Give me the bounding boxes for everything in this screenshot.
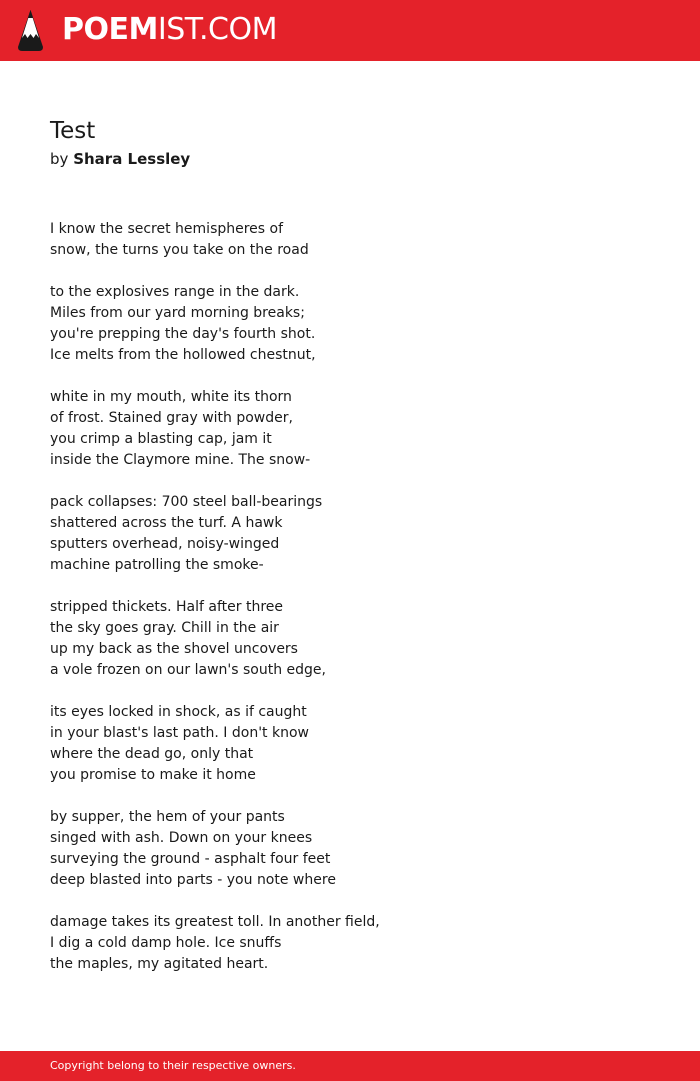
logo-bold-text: POEM xyxy=(62,12,158,47)
poem-body xyxy=(50,219,670,996)
poem-stanza xyxy=(50,807,670,891)
poem-line: a vole frozen on our lawn's south edge, xyxy=(50,662,326,678)
poem-line: damage takes its greatest toll. In another field, xyxy=(50,914,380,930)
poem-line: pack collapses: 700 steel ball-bearings xyxy=(50,494,323,510)
poem-stanza xyxy=(50,282,670,366)
pencil-logo-icon[interactable] xyxy=(18,10,43,51)
poem-line: I know the secret hemispheres of xyxy=(50,221,284,237)
author-name: Shara Lessley xyxy=(73,150,191,168)
poem-line: you're prepping the day's fourth shot. xyxy=(50,326,316,342)
site-header xyxy=(0,0,700,61)
site-footer xyxy=(0,1051,700,1081)
poem-stanza xyxy=(50,912,670,975)
poem-line: surveying the ground - asphalt four feet xyxy=(50,851,331,867)
poem-title: Test xyxy=(50,118,96,144)
poem-line: stripped thickets. Half after three xyxy=(50,599,283,615)
site-logo[interactable] xyxy=(62,11,277,49)
poem-line: Ice melts from the hollowed chestnut, xyxy=(50,347,316,363)
copyright-text: Copyright belong to their respective owners. xyxy=(50,1059,296,1072)
poem-stanza xyxy=(50,219,670,261)
poem-line: where the dead go, only that xyxy=(50,746,254,762)
poem-line: by supper, the hem of your pants xyxy=(50,809,285,825)
poem-line: its eyes locked in shock, as if caught xyxy=(50,704,307,720)
poem-line: deep blasted into parts - you note where xyxy=(50,872,336,888)
poem-line: white in my mouth, white its thorn xyxy=(50,389,292,405)
poem-line: singed with ash. Down on your knees xyxy=(50,830,313,846)
poem-line: of frost. Stained gray with powder, xyxy=(50,410,293,426)
poem-line: inside the Claymore mine. The snow- xyxy=(50,452,311,468)
poem-stanza xyxy=(50,492,670,576)
poem-line: sputters overhead, noisy-winged xyxy=(50,536,280,552)
poem-line: the maples, my agitated heart. xyxy=(50,956,269,972)
byline xyxy=(50,149,190,169)
poem-stanza xyxy=(50,387,670,471)
by-label: by xyxy=(50,150,69,168)
poem-line: snow, the turns you take on the road xyxy=(50,242,309,258)
poem-stanza xyxy=(50,702,670,786)
logo-light-text: IST.COM xyxy=(157,12,277,47)
poem-line: you promise to make it home xyxy=(50,767,256,783)
poem-line: up my back as the shovel uncovers xyxy=(50,641,298,657)
poem-line: machine patrolling the smoke- xyxy=(50,557,264,573)
poem-line: in your blast's last path. I don't know xyxy=(50,725,309,741)
poem-line: you crimp a blasting cap, jam it xyxy=(50,431,272,447)
poem-line: I dig a cold damp hole. Ice snuffs xyxy=(50,935,282,951)
poem-line: shattered across the turf. A hawk xyxy=(50,515,283,531)
poem-line: the sky goes gray. Chill in the air xyxy=(50,620,279,636)
poem-line: to the explosives range in the dark. xyxy=(50,284,300,300)
poem-line: Miles from our yard morning breaks; xyxy=(50,305,305,321)
poem-stanza xyxy=(50,597,670,681)
